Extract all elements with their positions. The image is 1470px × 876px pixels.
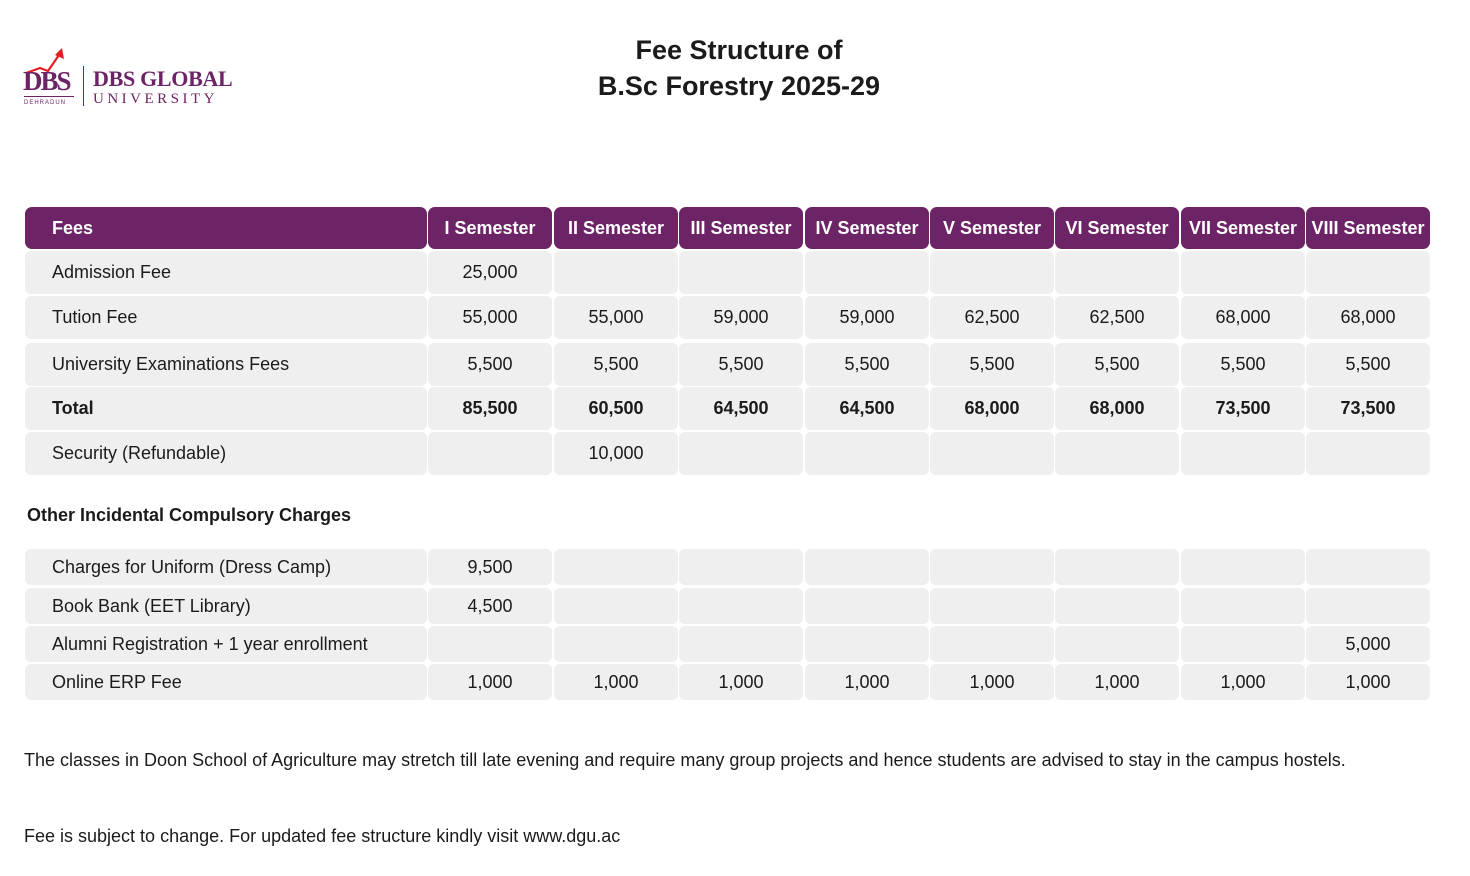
fee-cell: [1181, 432, 1305, 475]
fee-cell: 62,500: [1055, 296, 1179, 339]
incidental-cell: 1,000: [930, 664, 1054, 700]
incidental-cell: 4,500: [428, 588, 552, 624]
incidental-heading: Other Incidental Compulsory Charges: [27, 505, 352, 525]
column-header-semester: VI Semester: [1055, 207, 1179, 249]
logo-mark-subtext: DEHRADUN: [24, 100, 67, 106]
fee-row-label: University Examinations Fees: [25, 343, 427, 386]
incidental-row-label: Online ERP Fee: [25, 664, 427, 700]
fee-cell: [805, 432, 929, 475]
column-header-semester: V Semester: [930, 207, 1054, 249]
incidental-cell: [930, 549, 1054, 585]
incidental-cell: [930, 626, 1054, 662]
fee-cell: 59,000: [805, 296, 929, 339]
incidental-cell: [805, 588, 929, 624]
fee-cell: 73,500: [1181, 387, 1305, 430]
column-header-semester: VIII Semester: [1306, 207, 1430, 249]
fee-cell: 5,500: [1306, 343, 1430, 386]
fee-cell: 64,500: [679, 387, 803, 430]
fee-cell: [805, 251, 929, 294]
fee-cell: 5,500: [679, 343, 803, 386]
fee-cell: [1306, 432, 1430, 475]
logo-name: DBS GLOBAL: [93, 66, 233, 91]
fee-cell: 68,000: [1181, 296, 1305, 339]
incidental-cell: [1181, 549, 1305, 585]
fee-cell: 73,500: [1306, 387, 1430, 430]
fee-cell: 68,000: [1306, 296, 1430, 339]
fee-cell: 5,500: [1055, 343, 1179, 386]
hostel-note: The classes in Doon School of Agriculture may stretch till late evening and require many group projects and hence students are advised to stay in the campus hostels.: [24, 750, 1346, 770]
incidental-cell: [554, 588, 678, 624]
fee-row-label: Security (Refundable): [25, 432, 427, 475]
fee-row-label: Total: [25, 387, 427, 430]
fee-cell: [554, 251, 678, 294]
fee-cell: 62,500: [930, 296, 1054, 339]
incidental-cell: [679, 626, 803, 662]
incidental-cell: [554, 626, 678, 662]
incidental-cell: 1,000: [428, 664, 552, 700]
fee-cell: 85,500: [428, 387, 552, 430]
incidental-cell: 9,500: [428, 549, 552, 585]
fee-cell: 5,500: [1181, 343, 1305, 386]
incidental-cell: [1055, 626, 1179, 662]
incidental-cell: 1,000: [1055, 664, 1179, 700]
fee-row-label: Admission Fee: [25, 251, 427, 294]
fee-cell: [679, 432, 803, 475]
fee-cell: 68,000: [1055, 387, 1179, 430]
incidental-cell: [1055, 549, 1179, 585]
fee-cell: [930, 251, 1054, 294]
incidental-cell: [805, 549, 929, 585]
fee-cell: 10,000: [554, 432, 678, 475]
column-header-semester: III Semester: [679, 207, 803, 249]
fee-cell: 59,000: [679, 296, 803, 339]
fee-cell: [930, 432, 1054, 475]
incidental-cell: [1306, 549, 1430, 585]
incidental-cell: 1,000: [805, 664, 929, 700]
fee-cell: 55,000: [428, 296, 552, 339]
incidental-cell: 1,000: [554, 664, 678, 700]
incidental-cell: 1,000: [679, 664, 803, 700]
fee-disclaimer: Fee is subject to change. For updated fee structure kindly visit www.dgu.ac: [24, 826, 621, 846]
page-title-line-2: B.Sc Forestry 2025-29: [597, 71, 881, 101]
fee-cell: [1055, 432, 1179, 475]
incidental-cell: 1,000: [1306, 664, 1430, 700]
incidental-cell: [1055, 588, 1179, 624]
fee-cell: [1181, 251, 1305, 294]
fee-cell: 68,000: [930, 387, 1054, 430]
incidental-cell: [554, 549, 678, 585]
column-header-semester: II Semester: [554, 207, 678, 249]
incidental-cell: [1181, 588, 1305, 624]
fee-cell: 25,000: [428, 251, 552, 294]
incidental-row-label: Book Bank (EET Library): [25, 588, 427, 624]
incidental-cell: [1306, 588, 1430, 624]
incidental-cell: [805, 626, 929, 662]
incidental-cell: [930, 588, 1054, 624]
column-header-semester: IV Semester: [805, 207, 929, 249]
fee-cell: 5,500: [930, 343, 1054, 386]
fee-row-label: Tution Fee: [25, 296, 427, 339]
fee-cell: [428, 432, 552, 475]
fee-cell: [1306, 251, 1430, 294]
logo-mark-text: DBS: [23, 66, 70, 96]
logo-subtitle: UNIVERSITY: [93, 91, 218, 107]
column-header-fees: Fees: [25, 207, 427, 249]
fee-cell: 55,000: [554, 296, 678, 339]
incidental-row-label: Alumni Registration + 1 year enrollment: [25, 626, 427, 662]
incidental-cell: [679, 549, 803, 585]
fee-cell: 60,500: [554, 387, 678, 430]
incidental-cell: [1181, 626, 1305, 662]
fee-cell: [1055, 251, 1179, 294]
page-title-line-1: Fee Structure of: [635, 35, 843, 65]
incidental-cell: 1,000: [1181, 664, 1305, 700]
incidental-cell: [428, 626, 552, 662]
incidental-cell: [679, 588, 803, 624]
fee-cell: 5,500: [554, 343, 678, 386]
fee-cell: 5,500: [805, 343, 929, 386]
fee-cell: [679, 251, 803, 294]
incidental-row-label: Charges for Uniform (Dress Camp): [25, 549, 427, 585]
column-header-semester: VII Semester: [1181, 207, 1305, 249]
incidental-cell: 5,000: [1306, 626, 1430, 662]
fee-cell: 64,500: [805, 387, 929, 430]
column-header-semester: I Semester: [428, 207, 552, 249]
fee-cell: 5,500: [428, 343, 552, 386]
